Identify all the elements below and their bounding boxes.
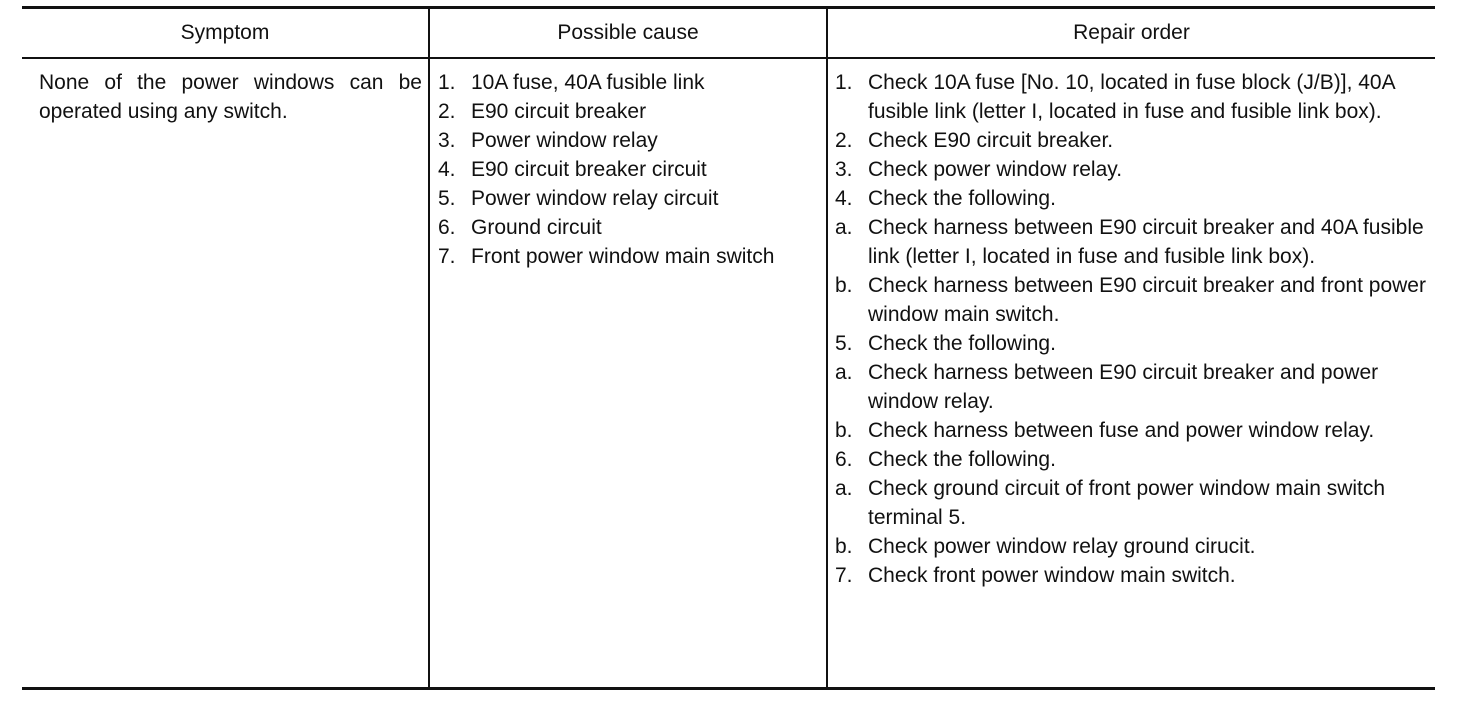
list-item-text: Power window relay	[471, 129, 658, 152]
repair-step	[835, 416, 1431, 445]
list-item-text: 10A fuse, 40A fusible link	[471, 71, 705, 94]
list-marker: 2.	[438, 100, 456, 123]
cause-item	[438, 126, 822, 155]
list-marker: 1.	[835, 71, 853, 94]
cause-item	[438, 242, 822, 271]
list-marker: a.	[835, 477, 853, 500]
symptom-cell	[39, 68, 422, 126]
list-item-text: Check harness between fuse and power window relay.	[868, 419, 1375, 442]
list-item-text: Check front power window main switch.	[868, 564, 1236, 587]
list-marker: b.	[835, 274, 853, 297]
list-marker: 6.	[438, 216, 456, 239]
list-item-text: Check 10A fuse [No. 10, located in fuse block (J/B)], 40A fusible link (letter I, located in fuse and fusible link box).	[868, 71, 1395, 123]
repair-step	[835, 358, 1431, 416]
list-marker: b.	[835, 419, 853, 442]
repair-step	[835, 561, 1431, 590]
repair-step	[835, 445, 1431, 474]
list-item-text: Check power window relay ground cirucit.	[868, 535, 1256, 558]
list-marker: 4.	[835, 187, 853, 210]
list-marker: 2.	[835, 129, 853, 152]
list-marker: a.	[835, 216, 853, 239]
list-marker: 7.	[438, 245, 456, 268]
list-item-text: Power window relay circuit	[471, 187, 719, 210]
cause-item	[438, 97, 822, 126]
list-item-text: E90 circuit breaker	[471, 100, 647, 123]
list-item-text: E90 circuit breaker circuit	[471, 158, 707, 181]
table-header-rule	[22, 57, 1435, 59]
header-symptom: Symptom	[180, 21, 270, 44]
repair-step	[835, 474, 1431, 532]
cause-item	[438, 184, 822, 213]
list-item-text: Check the following.	[868, 187, 1056, 210]
repair-step	[835, 68, 1431, 126]
list-item-text: Check ground circuit of front power window main switch terminal 5.	[868, 477, 1386, 529]
repair-step	[835, 213, 1431, 271]
list-item-text: Check the following.	[868, 448, 1056, 471]
list-marker: 5.	[438, 187, 456, 210]
list-item-text: Check harness between E90 circuit breaker and power window relay.	[868, 361, 1379, 413]
repair-step	[835, 126, 1431, 155]
list-marker: 3.	[438, 129, 456, 152]
repair-step	[835, 184, 1431, 213]
list-marker: 7.	[835, 564, 853, 587]
list-marker: 1.	[438, 71, 456, 94]
header-possible-cause: Possible cause	[557, 21, 699, 44]
list-marker: 4.	[438, 158, 456, 181]
possible-cause-cell	[438, 68, 822, 271]
cause-item	[438, 155, 822, 184]
repair-step	[835, 271, 1431, 329]
table-bottom-rule	[22, 687, 1435, 690]
repair-step	[835, 155, 1431, 184]
list-marker: 5.	[835, 332, 853, 355]
header-repair-order: Repair order	[1073, 21, 1190, 44]
list-marker: 3.	[835, 158, 853, 181]
troubleshooting-table	[22, 6, 1435, 690]
list-item-text: Ground circuit	[471, 216, 602, 239]
list-item-text: Front power window main switch	[471, 245, 775, 268]
cause-item	[438, 68, 822, 97]
repair-order-list	[835, 68, 1431, 590]
repair-order-cell	[835, 68, 1431, 590]
list-item-text: Check E90 circuit breaker.	[868, 129, 1114, 152]
list-item-text: Check power window relay.	[868, 158, 1123, 181]
possible-cause-list	[438, 68, 822, 271]
repair-step	[835, 329, 1431, 358]
column-divider	[826, 6, 828, 690]
cause-item	[438, 213, 822, 242]
list-item-text: Check harness between E90 circuit breaker and 40A fusible link (letter I, located in fuse and fusible link box).	[868, 216, 1424, 268]
list-item-text: Check harness between E90 circuit breaker and front power window main switch.	[868, 274, 1426, 326]
list-marker: a.	[835, 361, 853, 384]
column-divider	[428, 6, 430, 690]
repair-step	[835, 532, 1431, 561]
symptom-text: None of the power windows can be operated using any switch.	[39, 71, 422, 123]
list-item-text: Check the following.	[868, 332, 1056, 355]
list-marker: b.	[835, 535, 853, 558]
list-marker: 6.	[835, 448, 853, 471]
